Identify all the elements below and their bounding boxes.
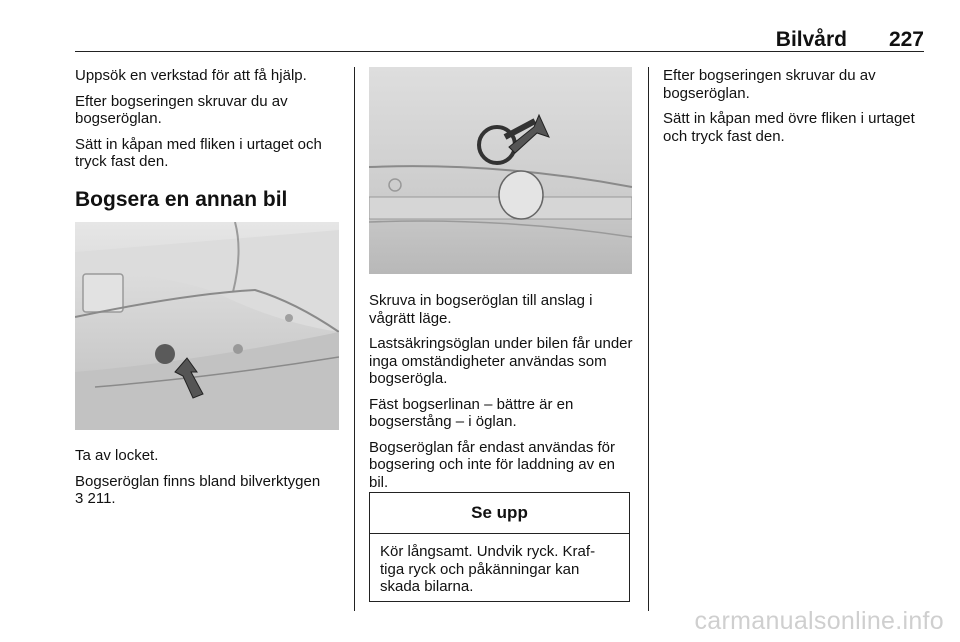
section-heading: Bogsera en annan bil: [75, 188, 288, 211]
paragraph: Fäst bogserlinan – bättre är en bogserstång – i öglan.: [369, 395, 574, 430]
figure-tow-eye: [369, 67, 632, 274]
paragraph: Sätt in kåpan med fliken i urtaget och tryck fast den.: [75, 135, 322, 170]
paragraph: Uppsök en verkstad för att få hjälp.: [75, 67, 307, 84]
column-divider-2: [648, 67, 649, 611]
paragraph: Bogseröglan finns bland bilverktygen: [75, 472, 321, 490]
paragraph: Efter bogseringen skruvar du av bogseröglan.: [75, 92, 288, 127]
watermark: carmanualsonline.info: [694, 607, 944, 635]
column-2: [369, 292, 634, 499]
paragraph: Bogseröglan får endast användas för bogsering och inte för laddning av en bil.: [369, 438, 616, 491]
paragraph: Skruva in bogseröglan till anslag i vågrätt läge.: [369, 292, 593, 327]
column-3: [663, 67, 928, 153]
column-1: [75, 67, 345, 179]
paragraph: Lastsäkringsöglan under bilen får under inga omständigheter användas som bogserögla.: [369, 335, 633, 387]
page-number: 227: [888, 28, 924, 51]
caution-text: Kör långsamt. Undvik ryck. Kraf-tiga ryck och påkänningar kan skada bilarna.: [380, 543, 596, 595]
paragraph: Efter bogseringen skruvar du av bogseröglan.: [663, 67, 876, 102]
column-1-bottom: [75, 447, 345, 516]
header-rule: [75, 51, 924, 52]
caution-title: Se upp: [370, 493, 629, 534]
caution-box: [369, 492, 630, 602]
paragraph: Sätt in kåpan med övre fliken i urtaget och tryck fast den.: [663, 110, 915, 145]
cross-reference: 3 211.: [75, 490, 116, 507]
column-divider-1: [354, 67, 355, 611]
header-title: Bilvård: [775, 28, 847, 51]
paragraph: Ta av locket.: [75, 447, 159, 464]
figure-remove-cover: [75, 222, 339, 430]
